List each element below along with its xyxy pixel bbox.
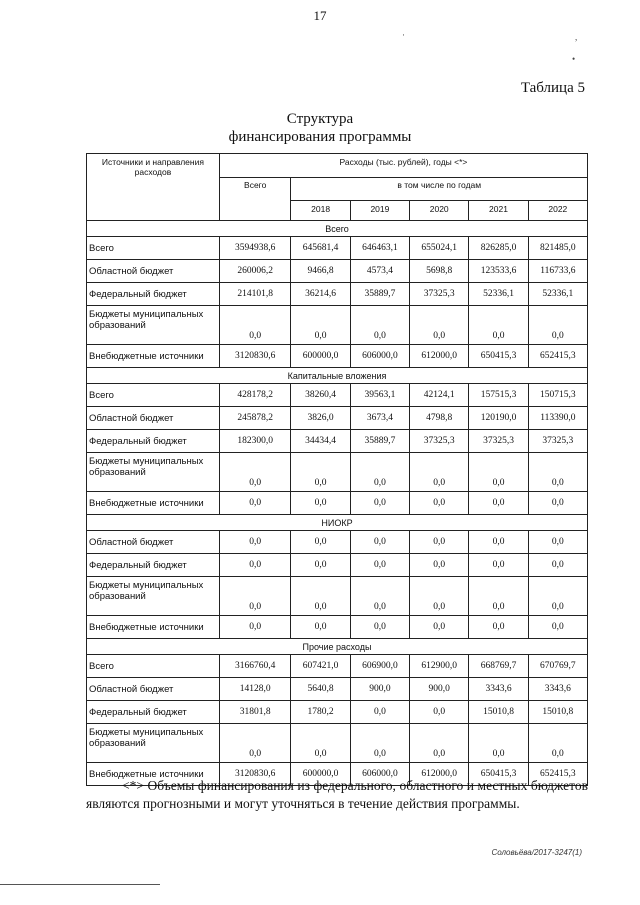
table-row xyxy=(87,345,588,368)
value-cell: 606000,0 xyxy=(350,763,409,786)
table-row xyxy=(87,453,588,492)
section-title: Всего xyxy=(87,221,588,237)
value-cell: 0,0 xyxy=(410,616,469,639)
value-cell: 245878,2 xyxy=(219,407,291,430)
value-cell: 35889,7 xyxy=(350,430,409,453)
value-cell: 3826,0 xyxy=(291,407,350,430)
header-source-column: Источники и направления расходов xyxy=(87,154,220,221)
value-cell: 0,0 xyxy=(528,724,587,763)
section-header-row xyxy=(87,515,588,531)
table-row xyxy=(87,430,588,453)
value-cell: 0,0 xyxy=(469,554,528,577)
value-cell: 0,0 xyxy=(291,492,350,515)
document-title xyxy=(0,110,640,146)
value-cell: 15010,8 xyxy=(528,701,587,724)
value-cell: 5640,8 xyxy=(291,678,350,701)
value-cell: 1780,2 xyxy=(291,701,350,724)
value-cell: 0,0 xyxy=(219,554,291,577)
value-cell: 652415,3 xyxy=(528,763,587,786)
value-cell: 0,0 xyxy=(350,577,409,616)
table-row xyxy=(87,384,588,407)
value-cell: 0,0 xyxy=(219,306,291,345)
value-cell: 606000,0 xyxy=(350,345,409,368)
value-cell: 606900,0 xyxy=(350,655,409,678)
row-label: Всего xyxy=(87,237,220,260)
value-cell: 650415,3 xyxy=(469,763,528,786)
value-cell: 3673,4 xyxy=(350,407,409,430)
value-cell: 0,0 xyxy=(469,531,528,554)
section-title: Капитальные вложения xyxy=(87,368,588,384)
scan-speck: · xyxy=(402,30,405,40)
table-row xyxy=(87,492,588,515)
table-body xyxy=(87,221,588,786)
value-cell: 123533,6 xyxy=(469,260,528,283)
value-cell: 3120830,6 xyxy=(219,345,291,368)
value-cell: 0,0 xyxy=(410,701,469,724)
bottom-rule xyxy=(0,884,160,885)
value-cell: 0,0 xyxy=(219,577,291,616)
value-cell: 0,0 xyxy=(528,577,587,616)
value-cell: 182300,0 xyxy=(219,430,291,453)
value-cell: 0,0 xyxy=(469,616,528,639)
header-year: 2021 xyxy=(469,201,528,221)
value-cell: 652415,3 xyxy=(528,345,587,368)
value-cell: 0,0 xyxy=(469,492,528,515)
value-cell: 0,0 xyxy=(469,306,528,345)
value-cell: 150715,3 xyxy=(528,384,587,407)
value-cell: 34434,4 xyxy=(291,430,350,453)
value-cell: 116733,6 xyxy=(528,260,587,283)
row-label: Федеральный бюджет xyxy=(87,701,220,724)
value-cell: 612000,0 xyxy=(410,345,469,368)
value-cell: 0,0 xyxy=(410,306,469,345)
table-row xyxy=(87,655,588,678)
row-label: Всего xyxy=(87,384,220,407)
scan-speck: • xyxy=(572,54,576,64)
value-cell: 900,0 xyxy=(410,678,469,701)
value-cell: 0,0 xyxy=(410,453,469,492)
value-cell: 0,0 xyxy=(528,453,587,492)
value-cell: 0,0 xyxy=(219,492,291,515)
header-including-by-years: в том числе по годам xyxy=(291,178,588,201)
value-cell: 821485,0 xyxy=(528,237,587,260)
value-cell: 0,0 xyxy=(410,554,469,577)
value-cell: 0,0 xyxy=(291,306,350,345)
table-row xyxy=(87,577,588,616)
value-cell: 3343,6 xyxy=(528,678,587,701)
value-cell: 0,0 xyxy=(528,616,587,639)
page-number: 17 xyxy=(313,8,327,23)
value-cell: 14128,0 xyxy=(219,678,291,701)
section-header-row xyxy=(87,368,588,384)
row-label: Внебюджетные источники xyxy=(87,616,220,639)
value-cell: 157515,3 xyxy=(469,384,528,407)
table-row xyxy=(87,260,588,283)
value-cell: 0,0 xyxy=(350,701,409,724)
value-cell: 655024,1 xyxy=(410,237,469,260)
value-cell: 113390,0 xyxy=(528,407,587,430)
section-title: НИОКР xyxy=(87,515,588,531)
value-cell: 3343,6 xyxy=(469,678,528,701)
value-cell: 428178,2 xyxy=(219,384,291,407)
value-cell: 3120830,6 xyxy=(219,763,291,786)
row-label: Внебюджетные источники xyxy=(87,345,220,368)
value-cell: 0,0 xyxy=(350,616,409,639)
table-row xyxy=(87,678,588,701)
value-cell: 600000,0 xyxy=(291,345,350,368)
title-line-2: финансирования программы xyxy=(228,129,412,145)
row-label: Областной бюджет xyxy=(87,407,220,430)
value-cell: 0,0 xyxy=(291,577,350,616)
value-cell: 39563,1 xyxy=(350,384,409,407)
header-expenses: Расходы (тыс. рублей), годы <*> xyxy=(219,154,587,178)
value-cell: 37325,3 xyxy=(410,283,469,306)
row-label: Бюджеты муниципальных образований xyxy=(87,577,220,616)
header-total: Всего xyxy=(219,178,291,221)
value-cell: 260006,2 xyxy=(219,260,291,283)
value-cell: 650415,3 xyxy=(469,345,528,368)
value-cell: 668769,7 xyxy=(469,655,528,678)
table-row xyxy=(87,407,588,430)
header-year: 2019 xyxy=(350,201,409,221)
row-label: Всего xyxy=(87,655,220,678)
scan-speck: , xyxy=(575,32,578,42)
table-row xyxy=(87,724,588,763)
value-cell: 645681,4 xyxy=(291,237,350,260)
value-cell: 214101,8 xyxy=(219,283,291,306)
value-cell: 0,0 xyxy=(469,453,528,492)
section-header-row xyxy=(87,221,588,237)
value-cell: 0,0 xyxy=(410,531,469,554)
row-label: Бюджеты муниципальных образований xyxy=(87,724,220,763)
row-label: Внебюджетные источники xyxy=(87,492,220,515)
table-row xyxy=(87,616,588,639)
value-cell: 9466,8 xyxy=(291,260,350,283)
value-cell: 52336,1 xyxy=(528,283,587,306)
value-cell: 0,0 xyxy=(410,724,469,763)
value-cell: 4798,8 xyxy=(410,407,469,430)
value-cell: 600000,0 xyxy=(291,763,350,786)
value-cell: 607421,0 xyxy=(291,655,350,678)
value-cell: 0,0 xyxy=(528,554,587,577)
table-row xyxy=(87,283,588,306)
title-line-1: Структура xyxy=(286,111,354,127)
row-label: Федеральный бюджет xyxy=(87,430,220,453)
value-cell: 5698,8 xyxy=(410,260,469,283)
section-header-row xyxy=(87,639,588,655)
header-year: 2020 xyxy=(410,201,469,221)
value-cell: 0,0 xyxy=(350,306,409,345)
value-cell: 0,0 xyxy=(350,492,409,515)
value-cell: 0,0 xyxy=(469,724,528,763)
value-cell: 0,0 xyxy=(291,531,350,554)
row-label: Областной бюджет xyxy=(87,260,220,283)
value-cell: 36214,6 xyxy=(291,283,350,306)
value-cell: 38260,4 xyxy=(291,384,350,407)
value-cell: 0,0 xyxy=(528,492,587,515)
value-cell: 0,0 xyxy=(528,531,587,554)
value-cell: 0,0 xyxy=(469,577,528,616)
table-row xyxy=(87,531,588,554)
row-label: Областной бюджет xyxy=(87,531,220,554)
table-header xyxy=(87,154,588,221)
value-cell: 0,0 xyxy=(291,616,350,639)
value-cell: 3166760,4 xyxy=(219,655,291,678)
value-cell: 900,0 xyxy=(350,678,409,701)
value-cell: 0,0 xyxy=(410,492,469,515)
value-cell: 0,0 xyxy=(350,724,409,763)
value-cell: 3594938,6 xyxy=(219,237,291,260)
table-row xyxy=(87,306,588,345)
value-cell: 42124,1 xyxy=(410,384,469,407)
value-cell: 0,0 xyxy=(219,724,291,763)
value-cell: 120190,0 xyxy=(469,407,528,430)
table-row xyxy=(87,701,588,724)
value-cell: 670769,7 xyxy=(528,655,587,678)
value-cell: 35889,7 xyxy=(350,283,409,306)
section-title: Прочие расходы xyxy=(87,639,588,655)
value-cell: 0,0 xyxy=(219,531,291,554)
value-cell: 0,0 xyxy=(219,453,291,492)
value-cell: 52336,1 xyxy=(469,283,528,306)
value-cell: 0,0 xyxy=(291,724,350,763)
value-cell: 15010,8 xyxy=(469,701,528,724)
signature-stamp: Соловьёва/2017-3247(1) xyxy=(491,848,582,857)
value-cell: 31801,8 xyxy=(219,701,291,724)
value-cell: 826285,0 xyxy=(469,237,528,260)
value-cell: 612000,0 xyxy=(410,763,469,786)
row-label: Бюджеты муниципальных образований xyxy=(87,306,220,345)
row-label: Внебюджетные источники xyxy=(87,763,220,786)
table-label: Таблица 5 xyxy=(520,80,585,96)
value-cell: 37325,3 xyxy=(528,430,587,453)
value-cell: 4573,4 xyxy=(350,260,409,283)
value-cell: 37325,3 xyxy=(410,430,469,453)
value-cell: 0,0 xyxy=(291,554,350,577)
value-cell: 0,0 xyxy=(219,616,291,639)
value-cell: 0,0 xyxy=(291,453,350,492)
row-label: Областной бюджет xyxy=(87,678,220,701)
value-cell: 0,0 xyxy=(350,531,409,554)
financing-table xyxy=(86,153,588,786)
value-cell: 612900,0 xyxy=(410,655,469,678)
value-cell: 646463,1 xyxy=(350,237,409,260)
footnote: <*> Объемы финансирования из федерального, областного и местных бюджетов являются прогнозными и могут уточняться в течение действия программы. xyxy=(86,778,588,811)
row-label: Федеральный бюджет xyxy=(87,283,220,306)
value-cell: 0,0 xyxy=(350,554,409,577)
header-year: 2022 xyxy=(528,201,587,221)
header-year: 2018 xyxy=(291,201,350,221)
table-row xyxy=(87,554,588,577)
table-row xyxy=(87,237,588,260)
value-cell: 0,0 xyxy=(350,453,409,492)
row-label: Бюджеты муниципальных образований xyxy=(87,453,220,492)
row-label: Федеральный бюджет xyxy=(87,554,220,577)
value-cell: 0,0 xyxy=(528,306,587,345)
value-cell: 37325,3 xyxy=(469,430,528,453)
value-cell: 0,0 xyxy=(410,577,469,616)
